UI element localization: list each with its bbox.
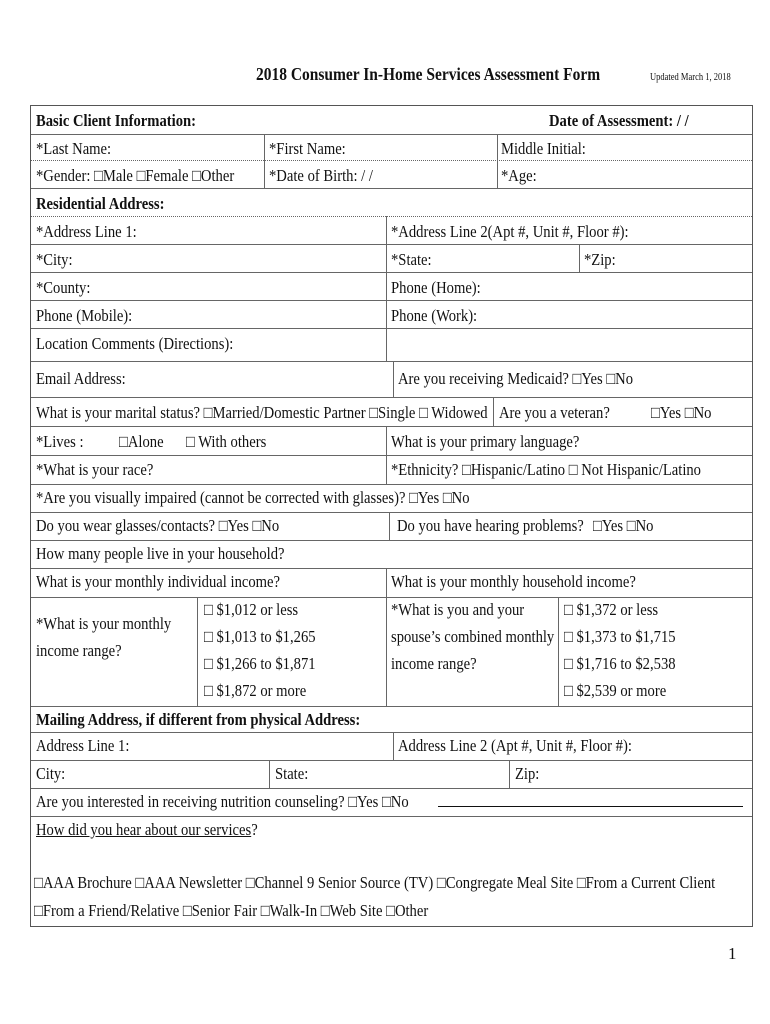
form-title: 2018 Consumer In-Home Services Assessment Form	[256, 64, 601, 84]
income-range-label-2: income range?	[36, 641, 122, 660]
household-income-question[interactable]: What is your monthly household income?	[391, 572, 636, 591]
age-field[interactable]: *Age:	[501, 166, 537, 185]
last-name-field[interactable]: *Last Name:	[36, 139, 112, 158]
individual-income-question[interactable]: What is your monthly individual income?	[36, 572, 281, 591]
hearing-question: Do you have hearing problems?	[397, 516, 584, 535]
household-income-option[interactable]: □ $1,716 to $2,538	[564, 654, 676, 673]
household-income-option[interactable]: □ $1,372 or less	[564, 600, 659, 619]
email-field[interactable]: Email Address:	[36, 369, 126, 388]
marital-status-question[interactable]: What is your marital status? □Married/Domestic Partner □Single □ Widowed	[36, 403, 488, 422]
mailing-address1-field[interactable]: Address Line 1:	[36, 736, 130, 755]
household-income-option[interactable]: □ $2,539 or more	[564, 681, 667, 700]
state-field[interactable]: *State:	[391, 250, 432, 269]
residential-heading: Residential Address:	[36, 194, 165, 213]
page-number: 1	[728, 944, 737, 963]
date-of-assessment[interactable]: Date of Assessment: / /	[549, 111, 689, 130]
county-field[interactable]: *County:	[36, 278, 91, 297]
mailing-address2-field[interactable]: Address Line 2 (Apt #, Unit #, Floor #):	[398, 736, 632, 755]
gender-field[interactable]: *Gender: □Male □Female □Other	[36, 166, 235, 185]
referral-question: How did you hear about our services?	[36, 820, 258, 839]
veteran-options[interactable]: □Yes □No	[651, 403, 712, 422]
lives-with-others-option[interactable]: □ With others	[186, 432, 267, 451]
individual-income-option[interactable]: □ $1,013 to $1,265	[204, 627, 316, 646]
household-size-question[interactable]: How many people live in your household?	[36, 544, 285, 563]
primary-language-question[interactable]: What is your primary language?	[391, 432, 580, 451]
middle-initial-field[interactable]: Middle Initial:	[501, 139, 586, 158]
ethnicity-question[interactable]: *Ethnicity? □Hispanic/Latino □ Not Hispanic/Latino	[391, 460, 702, 479]
mailing-city-field[interactable]: City:	[36, 764, 66, 783]
basic-info-heading: Basic Client Information:	[36, 111, 197, 130]
income-range-label: *What is your monthly	[36, 614, 172, 633]
phone-home-field[interactable]: Phone (Home):	[391, 278, 481, 297]
mailing-state-field[interactable]: State:	[275, 764, 309, 783]
spouse-income-label-3: income range?	[391, 654, 477, 673]
location-comments-field[interactable]: Location Comments (Directions):	[36, 334, 234, 353]
mailing-zip-field[interactable]: Zip:	[515, 764, 540, 783]
address-line2-field[interactable]: *Address Line 2(Apt #, Unit #, Floor #):	[391, 222, 629, 241]
individual-income-option[interactable]: □ $1,012 or less	[204, 600, 299, 619]
updated-date: Updated March 1, 2018	[650, 72, 731, 83]
lives-alone-option[interactable]: □Alone	[119, 432, 164, 451]
individual-income-option[interactable]: □ $1,872 or more	[204, 681, 307, 700]
lives-label: *Lives :	[36, 432, 84, 451]
referral-options-line2[interactable]: □From a Friend/Relative □Senior Fair □Walk-In □Web Site □Other	[34, 901, 429, 920]
phone-work-field[interactable]: Phone (Work):	[391, 306, 478, 325]
visual-impairment-question[interactable]: *Are you visually impaired (cannot be corrected with glasses)? □Yes □No	[36, 488, 470, 507]
assessment-form	[30, 105, 753, 927]
spouse-income-label-2: spouse’s combined monthly	[391, 627, 555, 646]
race-question[interactable]: *What is your race?	[36, 460, 154, 479]
household-income-option[interactable]: □ $1,373 to $1,715	[564, 627, 676, 646]
hearing-options[interactable]: □Yes □No	[593, 516, 654, 535]
phone-mobile-field[interactable]: Phone (Mobile):	[36, 306, 133, 325]
other-write-in-line[interactable]	[438, 806, 743, 807]
dob-field[interactable]: *Date of Birth: / /	[269, 166, 373, 185]
glasses-question[interactable]: Do you wear glasses/contacts? □Yes □No	[36, 516, 280, 535]
medicaid-question[interactable]: Are you receiving Medicaid? □Yes □No	[398, 369, 634, 388]
zip-field[interactable]: *Zip:	[584, 250, 616, 269]
nutrition-question[interactable]: Are you interested in receiving nutrition counseling? □Yes □No	[36, 792, 409, 811]
spouse-income-label: *What is you and your	[391, 600, 525, 619]
individual-income-option[interactable]: □ $1,266 to $1,871	[204, 654, 316, 673]
veteran-question: Are you a veteran?	[499, 403, 610, 422]
mailing-heading: Mailing Address, if different from physical Address:	[36, 710, 361, 729]
referral-options-line1[interactable]: □AAA Brochure □AAA Newsletter □Channel 9 Senior Source (TV) □Congregate Meal Site □From a Current Client	[34, 873, 716, 892]
city-field[interactable]: *City:	[36, 250, 73, 269]
address-line1-field[interactable]: *Address Line 1:	[36, 222, 137, 241]
first-name-field[interactable]: *First Name:	[269, 139, 346, 158]
